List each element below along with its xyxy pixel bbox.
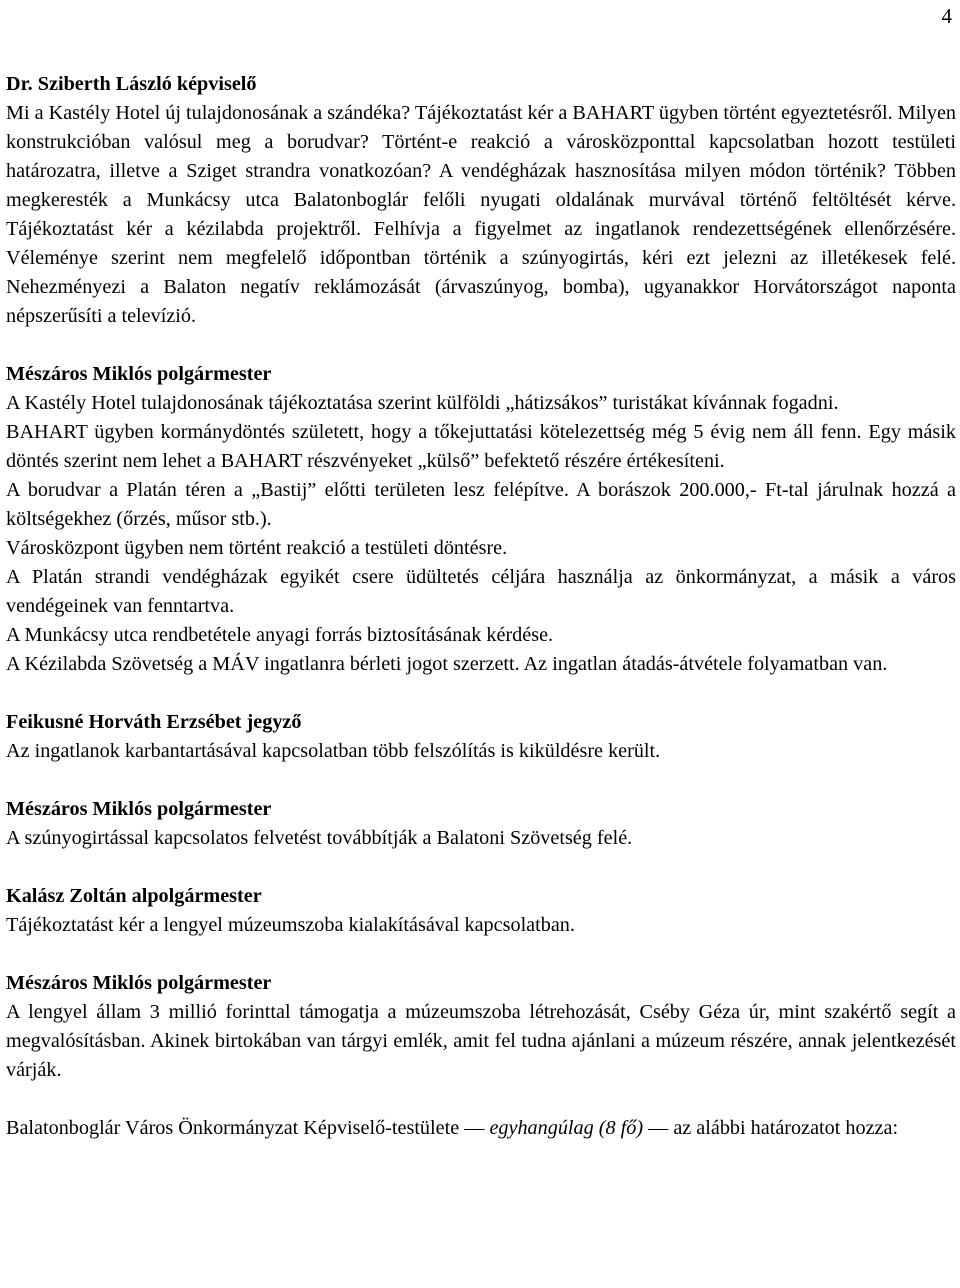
speech-section [6,70,956,331]
speech-paragraph: Az ingatlanok karbantartásával kapcsolatban több felszólítás is kiküldésre került. [6,740,661,762]
speech-section [6,360,956,679]
speech-paragraph: A Munkácsy utca rendbetétele anyagi forrás biztosításának kérdése. [6,624,554,646]
speech-section [6,708,956,766]
vote-result: egyhangúlag (8 fő) [489,1117,644,1139]
resolution-statement [6,1114,956,1143]
speech-paragraph: A lengyel állam 3 millió forinttal támogatja a múzeumszoba létrehozását, Cséby Géza úr, mint szakértő segít a megvalósításban. Akinek birtokában van tárgyi emlék, amit fel tudna ajánlani a múzeum részére, annak jelentkezését várják. [6,1001,956,1081]
document-body [6,70,956,1143]
speech-paragraph: A Kézilabda Szövetség a MÁV ingatlanra bérleti jogot szerzett. Az ingatlan átadás-átvétele folyamatban van. [6,653,888,675]
resolution-text [6,1114,956,1143]
speech-section [6,882,956,940]
speaker-name: Feikusné Horváth Erzsébet jegyző [6,711,302,733]
speaker-name: Mészáros Miklós polgármester [6,363,272,385]
speech-paragraph: Mi a Kastély Hotel új tulajdonosának a szándéka? Tájékoztatást kér a BAHART ügyben történt egyeztetésről. Milyen konstrukcióban valósul meg a borudvar? Történt-e reakció a városközponttal kapcsolatban hozott testületi határozatra, illetve a Sziget strandra vonatkozóan? A vendégházak hasznosítása milyen módon történik? Többen megkeresték a Munkácsy utca Balatonboglár felőli nyugati oldalának murvával történő feltöltését kérve. Tájékoztatást kér a kézilabda projektről. Felhívja a figyelmet az ingatlanok rendezettségének ellenőrzésére. Véleménye szerint nem megfelelő időpontban történik a szúnyogirtás, kéri ezt jelezni az illetékesek felé. Nehezményezi a Balaton negatív reklámozását (árvaszúnyog, bomba), ugyanakkor Horvátországot naponta népszerűsíti a televízió. [6,102,956,327]
speech-paragraph: BAHART ügyben kormánydöntés született, hogy a tőkejuttatási kötelezettség még 5 évig nem áll fenn. Egy másik döntés szerint nem lehet a BAHART részvényeket „külső” befektető részére értékesíteni. [6,421,956,472]
speech-paragraph: Városközpont ügyben nem történt reakció a testületi döntésre. [6,537,508,559]
speaker-name: Kalász Zoltán alpolgármester [6,885,262,907]
speech-section [6,969,956,1085]
speaker-name: Mészáros Miklós polgármester [6,798,272,820]
speech-paragraph: A Platán strandi vendégházak egyikét csere üdültetés céljára használja az önkormányzat, a másik a város vendégeinek van fenntartva. [6,566,956,617]
speech-section [6,795,956,853]
page-number: 4 [941,4,952,28]
speech-paragraph: A borudvar a Platán téren a „Bastij” előtti területen lesz felépítve. A borászok 200.000,- Ft-tal járulnak hozzá a költségekhez (őrzés, műsor stb.). [6,479,956,530]
speaker-name: Mészáros Miklós polgármester [6,972,272,994]
speech-paragraph: A szúnyogirtással kapcsolatos felvetést továbbítják a Balatoni Szövetség felé. [6,827,633,849]
resolution-intro: Balatonboglár Város Önkormányzat Képviselő-testülete — [6,1117,490,1139]
speech-paragraph: Tájékoztatást kér a lengyel múzeumszoba kialakításával kapcsolatban. [6,914,575,936]
resolution-outro: — az alábbi határozatot hozza: [643,1117,899,1139]
speaker-name: Dr. Sziberth László képviselő [6,73,257,95]
speech-paragraph: A Kastély Hotel tulajdonosának tájékoztatása szerint külföldi „hátizsákos” turistákat kívánnak fogadni. [6,392,839,414]
